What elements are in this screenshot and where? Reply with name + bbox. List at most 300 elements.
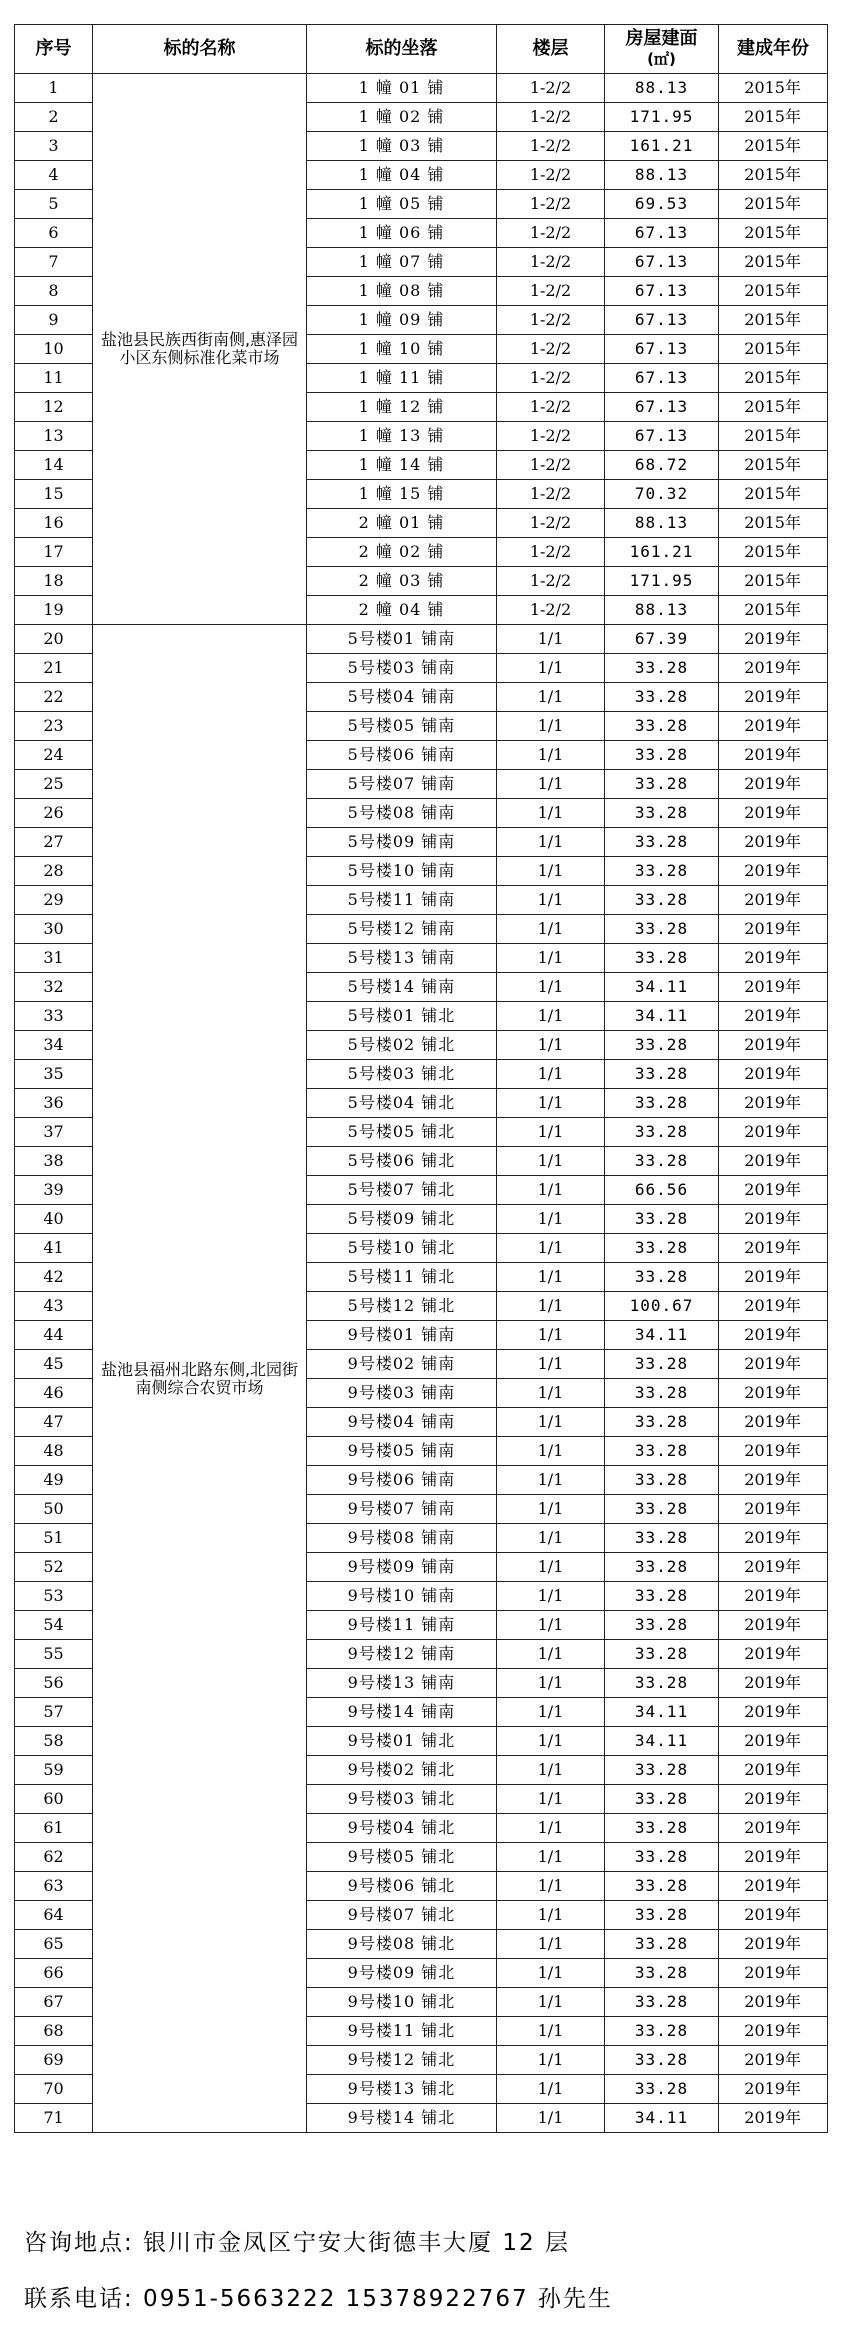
- row-floor-cell: 1/1: [497, 1321, 605, 1350]
- table-header-row: [15, 25, 828, 74]
- row-floor-cell: 1-2/2: [497, 538, 605, 567]
- row-location-cell: 9号楼13 铺北: [307, 2075, 497, 2104]
- row-area-cell: 88.13: [605, 74, 719, 103]
- row-area-cell: 33.28: [605, 1785, 719, 1814]
- row-seq-cell: 22: [15, 683, 93, 712]
- row-location-cell: 9号楼08 铺南: [307, 1524, 497, 1553]
- row-seq-cell: 69: [15, 2046, 93, 2075]
- row-seq-cell: 49: [15, 1466, 93, 1495]
- row-floor-cell: 1/1: [497, 1176, 605, 1205]
- row-year-cell: 2019年: [719, 1814, 828, 1843]
- row-seq-cell: 17: [15, 538, 93, 567]
- row-area-cell: 171.95: [605, 567, 719, 596]
- row-year-cell: 2015年: [719, 451, 828, 480]
- row-location-cell: 9号楼04 铺南: [307, 1408, 497, 1437]
- row-seq-cell: 45: [15, 1350, 93, 1379]
- property-group-name: 盐池县民族西街南侧,惠泽园小区东侧标准化菜市场: [93, 74, 307, 625]
- row-floor-cell: 1/1: [497, 1727, 605, 1756]
- row-seq-cell: 61: [15, 1814, 93, 1843]
- row-area-cell: 67.13: [605, 422, 719, 451]
- row-area-cell: 33.28: [605, 2017, 719, 2046]
- row-seq-cell: 13: [15, 422, 93, 451]
- row-seq-cell: 5: [15, 190, 93, 219]
- row-seq-cell: 39: [15, 1176, 93, 1205]
- row-area-cell: 33.28: [605, 654, 719, 683]
- row-seq-cell: 47: [15, 1408, 93, 1437]
- row-year-cell: 2015年: [719, 74, 828, 103]
- row-floor-cell: 1/1: [497, 1640, 605, 1669]
- row-area-cell: 161.21: [605, 132, 719, 161]
- row-area-cell: 33.28: [605, 1669, 719, 1698]
- row-floor-cell: 1-2/2: [497, 393, 605, 422]
- row-year-cell: 2019年: [719, 799, 828, 828]
- row-floor-cell: 1-2/2: [497, 277, 605, 306]
- row-year-cell: 2015年: [719, 306, 828, 335]
- header-seq: 序号: [15, 25, 93, 74]
- row-area-cell: 33.28: [605, 1901, 719, 1930]
- row-seq-cell: 58: [15, 1727, 93, 1756]
- row-area-cell: 33.28: [605, 1437, 719, 1466]
- row-location-cell: 1 幢 14 铺: [307, 451, 497, 480]
- row-location-cell: 9号楼14 铺南: [307, 1698, 497, 1727]
- row-seq-cell: 18: [15, 567, 93, 596]
- row-area-cell: 171.95: [605, 103, 719, 132]
- row-floor-cell: 1/1: [497, 1988, 605, 2017]
- row-area-cell: 33.28: [605, 1379, 719, 1408]
- row-location-cell: 1 幢 03 铺: [307, 132, 497, 161]
- row-location-cell: 9号楼12 铺南: [307, 1640, 497, 1669]
- row-seq-cell: 52: [15, 1553, 93, 1582]
- row-year-cell: 2019年: [719, 1698, 828, 1727]
- row-year-cell: 2019年: [719, 1901, 828, 1930]
- row-floor-cell: 1/1: [497, 2075, 605, 2104]
- row-area-cell: 67.13: [605, 335, 719, 364]
- row-area-cell: 33.28: [605, 1060, 719, 1089]
- row-year-cell: 2019年: [719, 625, 828, 654]
- row-year-cell: 2015年: [719, 132, 828, 161]
- row-year-cell: 2019年: [719, 1031, 828, 1060]
- row-seq-cell: 44: [15, 1321, 93, 1350]
- row-floor-cell: 1/1: [497, 1466, 605, 1495]
- row-location-cell: 5号楼13 铺南: [307, 944, 497, 973]
- row-location-cell: 5号楼01 铺北: [307, 1002, 497, 1031]
- row-floor-cell: 1-2/2: [497, 74, 605, 103]
- row-year-cell: 2019年: [719, 857, 828, 886]
- row-year-cell: 2019年: [719, 2104, 828, 2133]
- row-floor-cell: 1-2/2: [497, 248, 605, 277]
- row-location-cell: 5号楼03 铺南: [307, 654, 497, 683]
- row-location-cell: 1 幢 15 铺: [307, 480, 497, 509]
- row-seq-cell: 54: [15, 1611, 93, 1640]
- row-area-cell: 33.28: [605, 1089, 719, 1118]
- row-year-cell: 2015年: [719, 538, 828, 567]
- table-body: [15, 74, 828, 2133]
- row-seq-cell: 28: [15, 857, 93, 886]
- row-seq-cell: 31: [15, 944, 93, 973]
- row-area-cell: 33.28: [605, 1988, 719, 2017]
- row-seq-cell: 56: [15, 1669, 93, 1698]
- row-floor-cell: 1/1: [497, 712, 605, 741]
- row-area-cell: 33.28: [605, 1843, 719, 1872]
- row-floor-cell: 1/1: [497, 625, 605, 654]
- row-floor-cell: 1-2/2: [497, 219, 605, 248]
- row-year-cell: 2019年: [719, 1176, 828, 1205]
- row-seq-cell: 4: [15, 161, 93, 190]
- row-area-cell: 33.28: [605, 1350, 719, 1379]
- row-floor-cell: 1-2/2: [497, 364, 605, 393]
- row-area-cell: 33.28: [605, 828, 719, 857]
- row-year-cell: 2019年: [719, 1002, 828, 1031]
- row-year-cell: 2019年: [719, 1843, 828, 1872]
- row-seq-cell: 48: [15, 1437, 93, 1466]
- row-seq-cell: 35: [15, 1060, 93, 1089]
- row-year-cell: 2019年: [719, 1727, 828, 1756]
- contact-address: 咨询地点: 银川市金凤区宁安大街德丰大厦 12 层: [24, 2230, 570, 2256]
- row-floor-cell: 1/1: [497, 1669, 605, 1698]
- row-area-cell: 33.28: [605, 1553, 719, 1582]
- row-area-cell: 33.28: [605, 770, 719, 799]
- row-seq-cell: 41: [15, 1234, 93, 1263]
- row-seq-cell: 10: [15, 335, 93, 364]
- row-area-cell: 66.56: [605, 1176, 719, 1205]
- table-row: [15, 625, 828, 654]
- row-floor-cell: 1/1: [497, 944, 605, 973]
- row-area-cell: 33.28: [605, 799, 719, 828]
- row-location-cell: 5号楼03 铺北: [307, 1060, 497, 1089]
- row-floor-cell: 1/1: [497, 1901, 605, 1930]
- row-area-cell: 69.53: [605, 190, 719, 219]
- row-year-cell: 2015年: [719, 190, 828, 219]
- row-area-cell: 33.28: [605, 683, 719, 712]
- row-floor-cell: 1/1: [497, 915, 605, 944]
- row-year-cell: 2019年: [719, 1408, 828, 1437]
- row-floor-cell: 1/1: [497, 1553, 605, 1582]
- row-location-cell: 5号楼04 铺南: [307, 683, 497, 712]
- row-year-cell: 2019年: [719, 1553, 828, 1582]
- row-year-cell: 2019年: [719, 654, 828, 683]
- row-area-cell: 33.28: [605, 1582, 719, 1611]
- row-seq-cell: 34: [15, 1031, 93, 1060]
- row-year-cell: 2015年: [719, 277, 828, 306]
- row-year-cell: 2019年: [719, 1437, 828, 1466]
- row-location-cell: 9号楼09 铺北: [307, 1959, 497, 1988]
- row-seq-cell: 46: [15, 1379, 93, 1408]
- row-location-cell: 5号楼02 铺北: [307, 1031, 497, 1060]
- row-seq-cell: 19: [15, 596, 93, 625]
- row-location-cell: 9号楼02 铺南: [307, 1350, 497, 1379]
- row-year-cell: 2015年: [719, 364, 828, 393]
- row-year-cell: 2019年: [719, 1524, 828, 1553]
- row-location-cell: 9号楼12 铺北: [307, 2046, 497, 2075]
- row-area-cell: 33.28: [605, 1147, 719, 1176]
- row-location-cell: 2 幢 02 铺: [307, 538, 497, 567]
- row-floor-cell: 1/1: [497, 1756, 605, 1785]
- row-location-cell: 9号楼03 铺南: [307, 1379, 497, 1408]
- row-floor-cell: 1-2/2: [497, 596, 605, 625]
- row-floor-cell: 1/1: [497, 1785, 605, 1814]
- row-location-cell: 1 幢 01 铺: [307, 74, 497, 103]
- property-listing-table: [14, 24, 828, 2133]
- row-floor-cell: 1/1: [497, 799, 605, 828]
- row-seq-cell: 9: [15, 306, 93, 335]
- row-seq-cell: 42: [15, 1263, 93, 1292]
- row-floor-cell: 1-2/2: [497, 480, 605, 509]
- row-seq-cell: 16: [15, 509, 93, 538]
- row-seq-cell: 32: [15, 973, 93, 1002]
- row-seq-cell: 37: [15, 1118, 93, 1147]
- row-year-cell: 2015年: [719, 248, 828, 277]
- row-year-cell: 2019年: [719, 1669, 828, 1698]
- row-area-cell: 34.11: [605, 1727, 719, 1756]
- row-floor-cell: 1/1: [497, 1089, 605, 1118]
- row-location-cell: 5号楼10 铺北: [307, 1234, 497, 1263]
- row-year-cell: 2019年: [719, 712, 828, 741]
- row-location-cell: 9号楼02 铺北: [307, 1756, 497, 1785]
- header-area: [605, 25, 719, 74]
- row-floor-cell: 1/1: [497, 886, 605, 915]
- row-location-cell: 5号楼09 铺南: [307, 828, 497, 857]
- row-area-cell: 34.11: [605, 1698, 719, 1727]
- row-seq-cell: 64: [15, 1901, 93, 1930]
- header-name: 标的名称: [93, 25, 307, 74]
- row-year-cell: 2019年: [719, 1930, 828, 1959]
- row-seq-cell: 12: [15, 393, 93, 422]
- row-area-cell: 33.28: [605, 1524, 719, 1553]
- row-floor-cell: 1-2/2: [497, 190, 605, 219]
- row-year-cell: 2019年: [719, 1611, 828, 1640]
- row-year-cell: 2019年: [719, 683, 828, 712]
- row-year-cell: 2015年: [719, 393, 828, 422]
- row-area-cell: 33.28: [605, 1611, 719, 1640]
- row-location-cell: 1 幢 09 铺: [307, 306, 497, 335]
- row-location-cell: 5号楼07 铺北: [307, 1176, 497, 1205]
- row-location-cell: 9号楼07 铺北: [307, 1901, 497, 1930]
- row-location-cell: 5号楼12 铺北: [307, 1292, 497, 1321]
- row-location-cell: 2 幢 03 铺: [307, 567, 497, 596]
- row-year-cell: 2019年: [719, 1205, 828, 1234]
- row-floor-cell: 1-2/2: [497, 451, 605, 480]
- row-floor-cell: 1/1: [497, 1872, 605, 1901]
- header-area-label: 房屋建面: [625, 28, 698, 49]
- row-year-cell: 2019年: [719, 1872, 828, 1901]
- row-location-cell: 9号楼07 铺南: [307, 1495, 497, 1524]
- row-year-cell: 2019年: [719, 886, 828, 915]
- row-location-cell: 9号楼01 铺南: [307, 1321, 497, 1350]
- row-area-cell: 33.28: [605, 1930, 719, 1959]
- row-location-cell: 9号楼11 铺北: [307, 2017, 497, 2046]
- row-area-cell: 33.28: [605, 2046, 719, 2075]
- row-floor-cell: 1-2/2: [497, 335, 605, 364]
- row-floor-cell: 1/1: [497, 828, 605, 857]
- row-seq-cell: 24: [15, 741, 93, 770]
- row-floor-cell: 1/1: [497, 1205, 605, 1234]
- row-area-cell: 33.28: [605, 1640, 719, 1669]
- row-area-cell: 33.28: [605, 1263, 719, 1292]
- row-location-cell: 1 幢 04 铺: [307, 161, 497, 190]
- row-location-cell: 9号楼10 铺南: [307, 1582, 497, 1611]
- property-group-name: 盐池县福州北路东侧,北园街南侧综合农贸市场: [93, 625, 307, 2133]
- row-area-cell: 67.13: [605, 364, 719, 393]
- row-location-cell: 9号楼06 铺北: [307, 1872, 497, 1901]
- row-area-cell: 33.28: [605, 1234, 719, 1263]
- row-area-cell: 88.13: [605, 509, 719, 538]
- row-year-cell: 2015年: [719, 161, 828, 190]
- row-location-cell: 9号楼05 铺北: [307, 1843, 497, 1872]
- row-location-cell: 2 幢 01 铺: [307, 509, 497, 538]
- row-year-cell: 2015年: [719, 103, 828, 132]
- row-location-cell: 5号楼05 铺北: [307, 1118, 497, 1147]
- row-seq-cell: 43: [15, 1292, 93, 1321]
- row-area-cell: 33.28: [605, 1031, 719, 1060]
- row-floor-cell: 1/1: [497, 2046, 605, 2075]
- row-seq-cell: 59: [15, 1756, 93, 1785]
- row-location-cell: 5号楼09 铺北: [307, 1205, 497, 1234]
- row-area-cell: 33.28: [605, 1495, 719, 1524]
- row-floor-cell: 1/1: [497, 770, 605, 799]
- header-year: 建成年份: [719, 25, 828, 74]
- row-floor-cell: 1/1: [497, 683, 605, 712]
- row-location-cell: 9号楼14 铺北: [307, 2104, 497, 2133]
- row-floor-cell: 1/1: [497, 1379, 605, 1408]
- row-year-cell: 2019年: [719, 1060, 828, 1089]
- row-location-cell: 5号楼11 铺南: [307, 886, 497, 915]
- row-floor-cell: 1/1: [497, 1118, 605, 1147]
- row-location-cell: 5号楼12 铺南: [307, 915, 497, 944]
- row-location-cell: 5号楼11 铺北: [307, 1263, 497, 1292]
- row-area-cell: 34.11: [605, 973, 719, 1002]
- row-floor-cell: 1/1: [497, 973, 605, 1002]
- row-area-cell: 34.11: [605, 1002, 719, 1031]
- row-floor-cell: 1/1: [497, 1524, 605, 1553]
- row-year-cell: 2019年: [719, 2017, 828, 2046]
- row-year-cell: 2015年: [719, 567, 828, 596]
- row-area-cell: 67.13: [605, 306, 719, 335]
- row-location-cell: 1 幢 07 铺: [307, 248, 497, 277]
- row-year-cell: 2019年: [719, 1466, 828, 1495]
- row-seq-cell: 8: [15, 277, 93, 306]
- row-seq-cell: 50: [15, 1495, 93, 1524]
- row-year-cell: 2019年: [719, 2046, 828, 2075]
- row-area-cell: 70.32: [605, 480, 719, 509]
- row-location-cell: 9号楼13 铺南: [307, 1669, 497, 1698]
- row-seq-cell: 30: [15, 915, 93, 944]
- row-floor-cell: 1/1: [497, 1350, 605, 1379]
- row-area-cell: 33.28: [605, 857, 719, 886]
- row-area-cell: 67.39: [605, 625, 719, 654]
- row-location-cell: 5号楼01 铺南: [307, 625, 497, 654]
- row-area-cell: 67.13: [605, 277, 719, 306]
- row-location-cell: 9号楼08 铺北: [307, 1930, 497, 1959]
- row-location-cell: 9号楼09 铺南: [307, 1553, 497, 1582]
- row-floor-cell: 1/1: [497, 1495, 605, 1524]
- row-seq-cell: 33: [15, 1002, 93, 1031]
- row-location-cell: 5号楼06 铺北: [307, 1147, 497, 1176]
- row-location-cell: 9号楼04 铺北: [307, 1814, 497, 1843]
- row-year-cell: 2019年: [719, 1756, 828, 1785]
- row-area-cell: 33.28: [605, 1466, 719, 1495]
- row-area-cell: 33.28: [605, 886, 719, 915]
- row-area-cell: 68.72: [605, 451, 719, 480]
- row-location-cell: 1 幢 11 铺: [307, 364, 497, 393]
- row-floor-cell: 1/1: [497, 1814, 605, 1843]
- row-location-cell: 1 幢 02 铺: [307, 103, 497, 132]
- row-location-cell: 1 幢 10 铺: [307, 335, 497, 364]
- row-year-cell: 2015年: [719, 509, 828, 538]
- row-area-cell: 34.11: [605, 2104, 719, 2133]
- row-year-cell: 2015年: [719, 219, 828, 248]
- row-year-cell: 2019年: [719, 2075, 828, 2104]
- row-area-cell: 33.28: [605, 2075, 719, 2104]
- row-year-cell: 2019年: [719, 1089, 828, 1118]
- row-area-cell: 33.28: [605, 1959, 719, 1988]
- row-location-cell: 1 幢 12 铺: [307, 393, 497, 422]
- row-year-cell: 2019年: [719, 741, 828, 770]
- row-floor-cell: 1/1: [497, 1437, 605, 1466]
- row-seq-cell: 57: [15, 1698, 93, 1727]
- row-floor-cell: 1/1: [497, 1031, 605, 1060]
- contact-phone: 联系电话: 0951-5663222 15378922767 孙先生: [24, 2286, 613, 2312]
- row-year-cell: 2015年: [719, 596, 828, 625]
- row-floor-cell: 1-2/2: [497, 132, 605, 161]
- row-location-cell: 5号楼06 铺南: [307, 741, 497, 770]
- row-floor-cell: 1-2/2: [497, 161, 605, 190]
- row-seq-cell: 40: [15, 1205, 93, 1234]
- row-seq-cell: 20: [15, 625, 93, 654]
- row-seq-cell: 1: [15, 74, 93, 103]
- row-year-cell: 2019年: [719, 1292, 828, 1321]
- row-location-cell: 5号楼07 铺南: [307, 770, 497, 799]
- row-area-cell: 33.28: [605, 1118, 719, 1147]
- row-location-cell: 9号楼10 铺北: [307, 1988, 497, 2017]
- header-location: 标的坐落: [307, 25, 497, 74]
- row-floor-cell: 1-2/2: [497, 422, 605, 451]
- row-floor-cell: 1/1: [497, 2017, 605, 2046]
- row-seq-cell: 66: [15, 1959, 93, 1988]
- row-area-cell: 100.67: [605, 1292, 719, 1321]
- row-seq-cell: 25: [15, 770, 93, 799]
- row-seq-cell: 53: [15, 1582, 93, 1611]
- row-floor-cell: 1/1: [497, 1698, 605, 1727]
- row-floor-cell: 1-2/2: [497, 567, 605, 596]
- row-location-cell: 2 幢 04 铺: [307, 596, 497, 625]
- row-floor-cell: 1/1: [497, 654, 605, 683]
- row-floor-cell: 1/1: [497, 1002, 605, 1031]
- row-year-cell: 2019年: [719, 1640, 828, 1669]
- row-year-cell: 2019年: [719, 770, 828, 799]
- row-area-cell: 33.28: [605, 1814, 719, 1843]
- row-area-cell: 33.28: [605, 1408, 719, 1437]
- row-seq-cell: 70: [15, 2075, 93, 2104]
- row-floor-cell: 1/1: [497, 1147, 605, 1176]
- row-seq-cell: 68: [15, 2017, 93, 2046]
- row-floor-cell: 1/1: [497, 1930, 605, 1959]
- row-floor-cell: 1/1: [497, 1234, 605, 1263]
- row-seq-cell: 23: [15, 712, 93, 741]
- row-floor-cell: 1-2/2: [497, 509, 605, 538]
- row-location-cell: 9号楼05 铺南: [307, 1437, 497, 1466]
- row-year-cell: 2019年: [719, 1118, 828, 1147]
- row-location-cell: 5号楼14 铺南: [307, 973, 497, 1002]
- row-area-cell: 33.28: [605, 1756, 719, 1785]
- row-location-cell: 9号楼06 铺南: [307, 1466, 497, 1495]
- row-location-cell: 5号楼05 铺南: [307, 712, 497, 741]
- row-seq-cell: 6: [15, 219, 93, 248]
- row-year-cell: 2019年: [719, 1379, 828, 1408]
- row-floor-cell: 1/1: [497, 1959, 605, 1988]
- row-year-cell: 2019年: [719, 1959, 828, 1988]
- row-area-cell: 88.13: [605, 596, 719, 625]
- row-seq-cell: 29: [15, 886, 93, 915]
